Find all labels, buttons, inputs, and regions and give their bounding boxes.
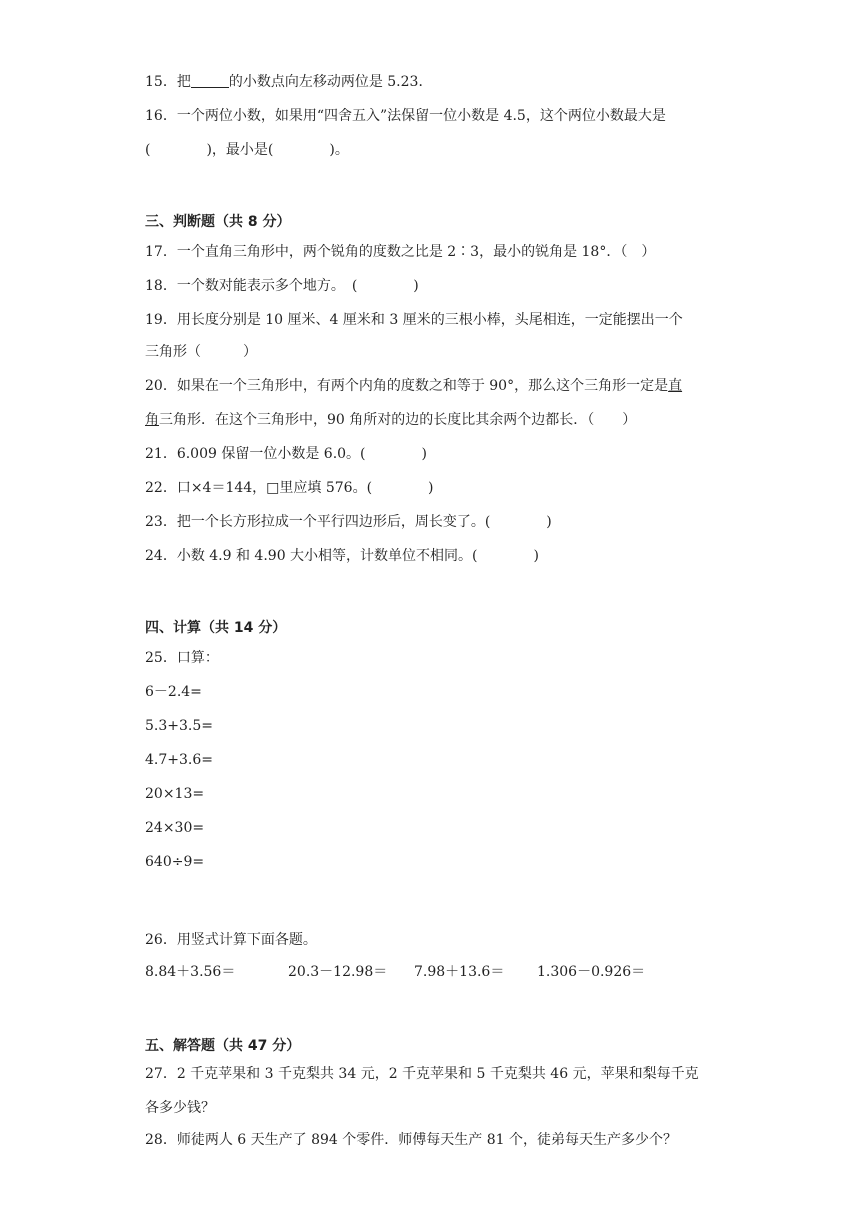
q20-line2: 角三角形．在这个三角形中，90 角所对的边的长度比其余两个边都长．（ ） <box>145 412 637 428</box>
vertical-item-2: 20.3－12.98＝ <box>288 964 388 980</box>
q17: 17．一个直角三角形中，两个锐角的度数之比是 2∶3，最小的锐角是 18°．（ ） <box>145 244 656 260</box>
q19-line2: 三角形（ ） <box>145 344 257 360</box>
q27-line1: 27．2 千克苹果和 3 千克梨共 34 元，2 千克苹果和 5 千克梨共 46 元，苹果和梨每千克 <box>145 1066 699 1082</box>
q19-line1: 19．用长度分别是 10 厘米、4 厘米和 3 厘米的三根小棒，头尾相连，一定能摆出一个 <box>145 312 683 328</box>
oral-item-3: 4.7+3.6= <box>145 752 213 768</box>
q18: 18．一个数对能表示多个地方。 ( ) <box>145 278 419 294</box>
q16-line2: ( )，最小是( )。 <box>145 142 349 158</box>
section5-heading: 五、解答题（共 47 分） <box>145 1038 301 1054</box>
q15: 15．把 的小数点向左移动两位是 5.23． <box>145 74 433 90</box>
q25: 25．口算： <box>145 650 219 666</box>
oral-item-6: 640÷9= <box>145 854 205 870</box>
q15-blank <box>191 73 229 88</box>
vertical-item-3: 7.98＋13.6＝ <box>414 964 505 980</box>
oral-item-2: 5.3+3.5= <box>145 718 213 734</box>
q22: 22．口×4＝144，□里应填 576。( ) <box>145 480 434 496</box>
oral-item-5: 24×30= <box>145 820 205 836</box>
q23: 23．把一个长方形拉成一个平行四边形后，周长变了。( ) <box>145 514 552 530</box>
oral-item-1: 6－2.4= <box>145 684 202 700</box>
q24: 24．小数 4.9 和 4.90 大小相等，计数单位不相同。( ) <box>145 548 539 564</box>
vertical-item-4: 1.306－0.926＝ <box>537 964 646 980</box>
q20-line1: 20．如果在一个三角形中，有两个内角的度数之和等于 90°，那么这个三角形一定是直 <box>145 378 683 394</box>
q26: 26．用竖式计算下面各题。 <box>145 932 317 948</box>
section4-heading: 四、计算（共 14 分） <box>145 620 287 636</box>
q28: 28．师徒两人 6 天生产了 894 个零件．师傅每天生产 81 个，徒弟每天生产多少个？ <box>145 1132 677 1148</box>
vertical-item-1: 8.84＋3.56＝ <box>145 964 236 980</box>
q16-line1: 16．一个两位小数，如果用“四舍五入”法保留一位小数是 4.5，这个两位小数最大是 <box>145 108 666 124</box>
oral-item-4: 20×13= <box>145 786 205 802</box>
q21: 21．6.009 保留一位小数是 6.0。( ) <box>145 446 427 462</box>
section3-heading: 三、判断题（共 8 分） <box>145 214 291 230</box>
q27-line2: 各多少钱？ <box>145 1100 215 1116</box>
